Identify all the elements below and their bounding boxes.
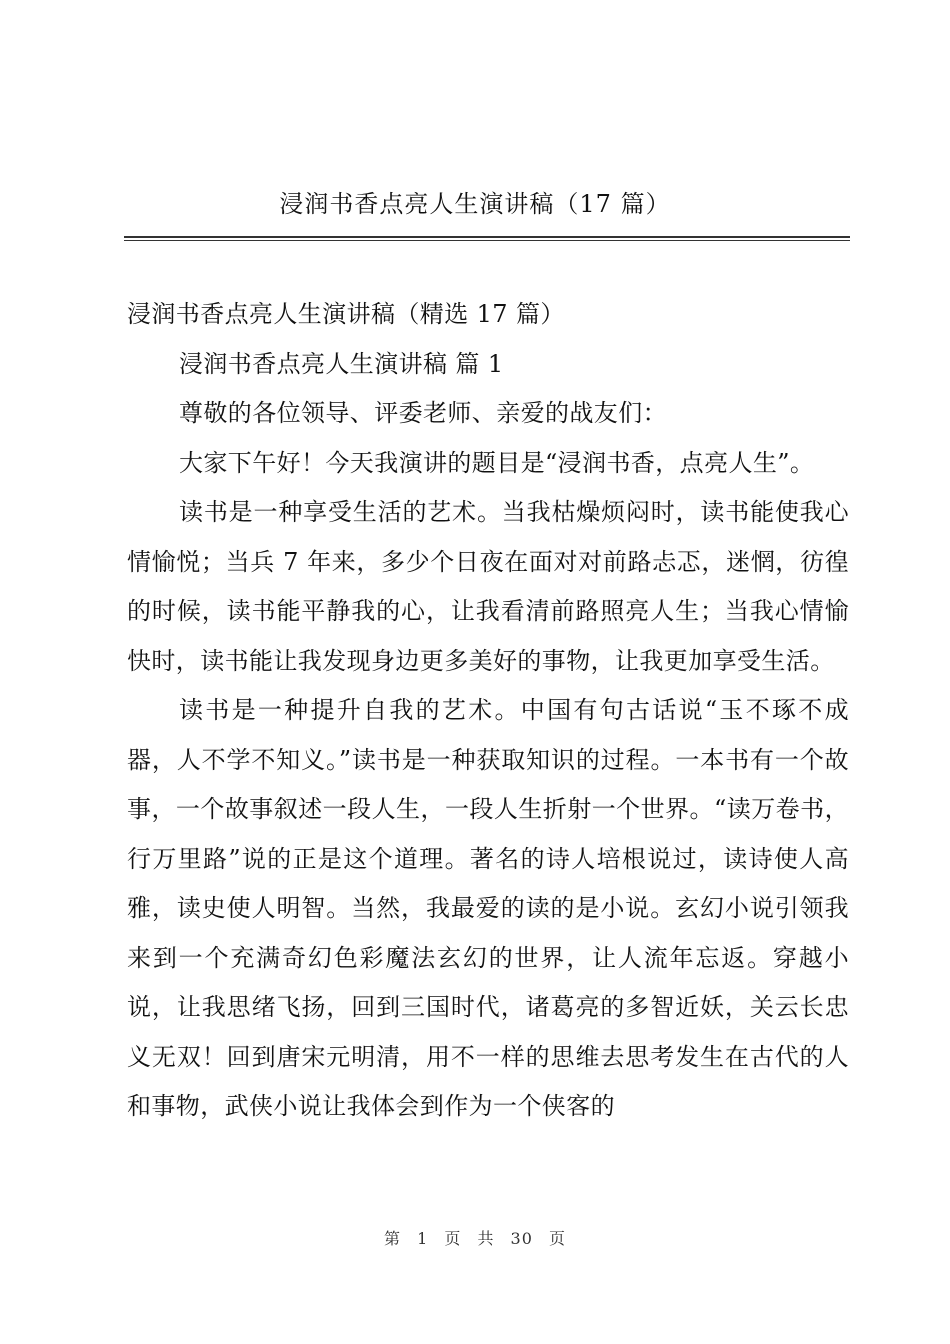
- header-divider: [124, 236, 850, 241]
- salutation: 尊敬的各位领导、评委老师、亲爱的战友们：: [179, 399, 667, 427]
- section-title: 浸润书香点亮人生演讲稿 篇 1: [179, 349, 504, 378]
- paragraph: 大家下午好！今天我演讲的题目是“浸润书香，点亮人生”。: [179, 448, 815, 477]
- document-heading: 浸润书香点亮人生演讲稿（精选 17 篇）: [127, 300, 565, 328]
- paragraph: 读书是一种提升自我的艺术。中国有句古话说“玉不琢不成器，人不学不知义。”读书是一种获取知识的过程。一本书有一个故事，一个故事叙述一段人生，一段人生折射一个世界。“读万卷书，行万里路”说的正是这个道理。著名的诗人培根说过，读诗使人高雅，读史使人明智。当然，我最爱的读的是小说。玄幻小说引领我来到一个充满奇幻色彩魔法玄幻的世界，让人流年忘返。穿越小说，让我思绪飞扬，回到三国时代，诸葛亮的多智近妖，关云长忠义无双！回到唐宋元明清，用不一样的思维去思考发生在古代的人和事物，武侠小说让我体会到作为一个侠客的: [127, 696, 849, 1120]
- paragraph: 读书是一种享受生活的艺术。当我枯燥烦闷时，读书能使我心情愉悦；当兵 7 年来，多少个日夜在面对对前路忐忑，迷惘，彷徨的时候，读书能平静我的心，让我看清前路照亮人生；当我心情愉快时，读书能让我发现身边更多美好的事物，让我更加享受生活。: [127, 498, 849, 675]
- document-body: [127, 290, 849, 1132]
- page-header-title: 浸润书香点亮人生演讲稿（17 篇）: [279, 190, 671, 218]
- page-number-footer: 第 1 页 共 30 页: [384, 1229, 566, 1248]
